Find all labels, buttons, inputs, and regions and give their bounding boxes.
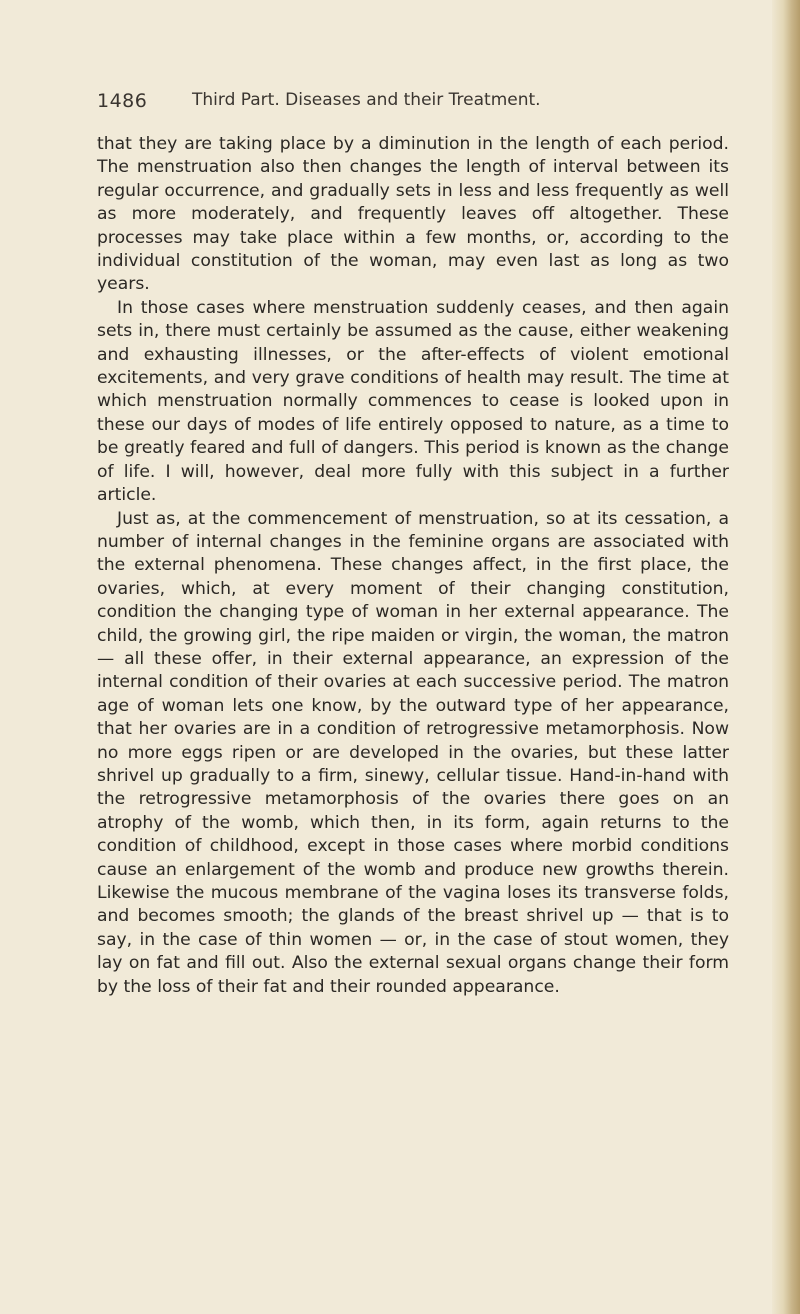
paragraph-2: In those cases where menstruation suddenly ceases, and then again sets in, there must certainly be assumed as the cause, either weakening and exhausting illnesses, or the after-effects of violent emotional excitements, and very grave conditions of health may result. The time at which menstruation normally commences to cease is looked upon in these our days of modes of life entirely opposed to nature, as a time to be greatly feared and full of dangers. This period is known as the change of life. I will, however, deal more fully with this subject in a further article. — [97, 297, 729, 506]
running-title: Third Part. Diseases and their Treatment. — [192, 90, 541, 110]
page-number: 1486 — [97, 90, 148, 112]
paragraph-1: that they are taking place by a diminution in the length of each period. The menstruation also then changes the length of interval between its regular occurrence, and gradually sets in less and less frequently as well as more moderately, and frequently leaves off altogether. These processes may take place within a few months, or, according to the individual constitution of the woman, may even last as long as two years. — [97, 134, 729, 295]
paragraph-3: Just as, at the commencement of menstruation, so at its cessation, a number of internal changes in the feminine organs are associated with the external phenomena. These changes affect, in the first place, the ovaries, which, at every moment of their changing constitution, condition the changing type of woman in her external appearance. The child, the growing girl, the ripe maiden or virgin, the woman, the matron — all these offer, in their external appearance, an expression of the internal condition of their ovaries at each successive period. The matron age of woman lets one know, by the outward type of her appearance, that her ovaries are in a condition of retrogressive metamorphosis. Now no more eggs ripen or are developed in the ovaries, but these latter shrivel up gradually to a firm, sinewy, cellular tissue. Hand-in-hand with the retrogressive metamorphosis of the ovaries there goes on an atrophy of the womb, which then, in its form, again returns to the condition of childhood, except in those cases where morbid conditions cause an enlargement of the womb and produce new growths therein. Likewise the mucous membrane of the vagina loses its transverse folds, and becomes smooth; the glands of the breast shrivel up — that is to say, in the case of thin women — or, in the case of stout women, they lay on fat and fill out. Also the external sexual organs change their form by the loss of their fat and their rounded appearance. — [97, 508, 729, 997]
body-text — [97, 133, 729, 999]
page-header — [97, 90, 737, 114]
page-edge-shadow — [772, 0, 800, 1314]
